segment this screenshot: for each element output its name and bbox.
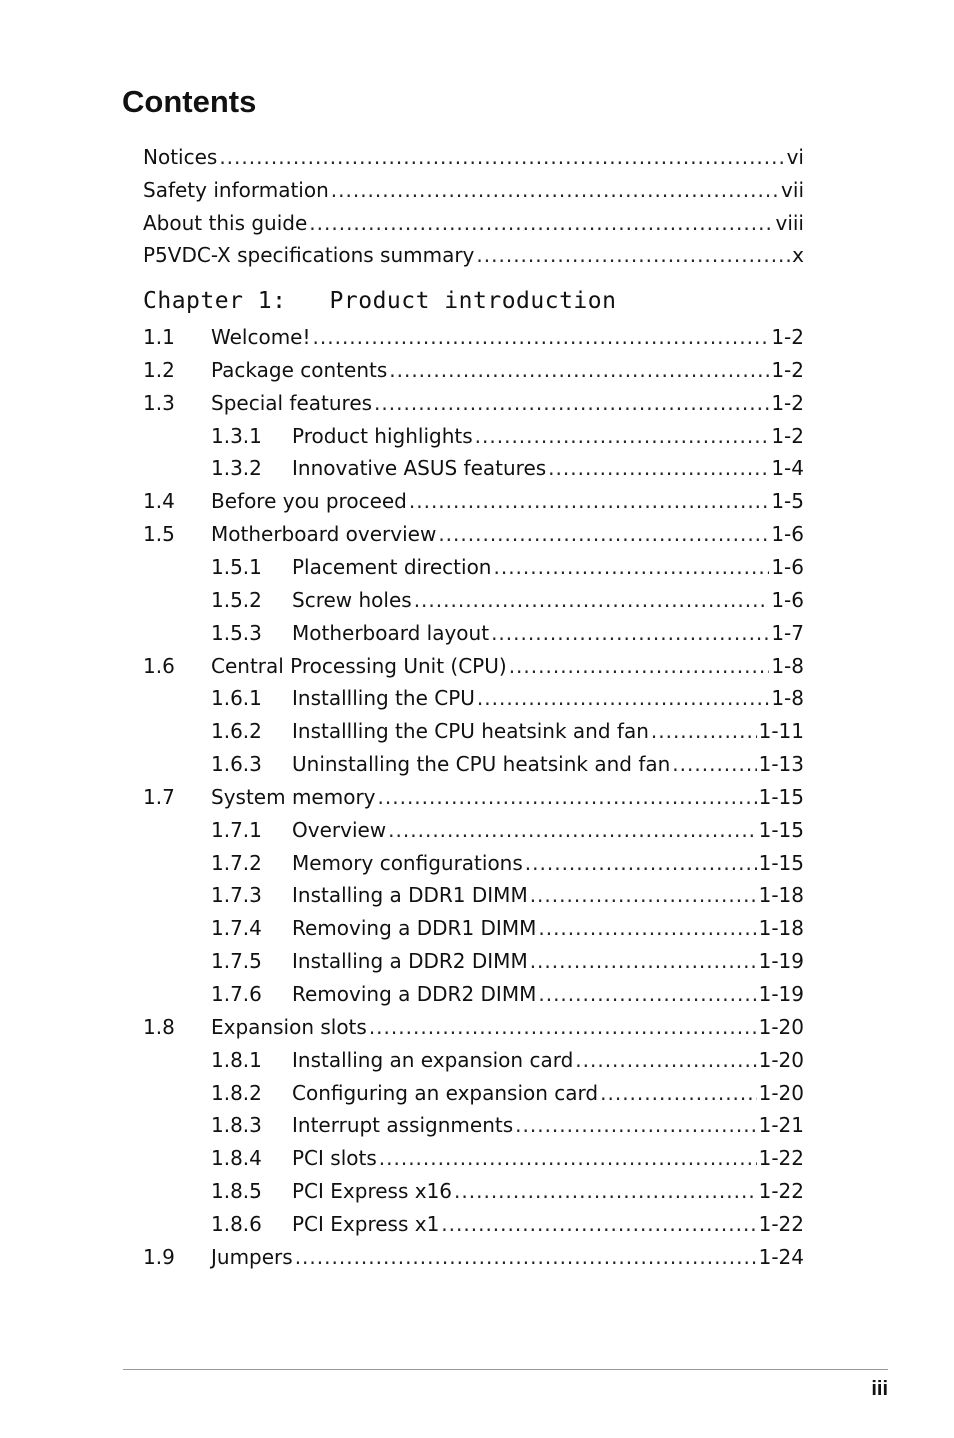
toc-leader-dots bbox=[672, 752, 756, 776]
toc-entry[interactable] bbox=[143, 809, 804, 842]
toc-leader-dots bbox=[378, 785, 757, 809]
toc-entry-title: Overview bbox=[292, 817, 387, 842]
toc-entry-title: Placement direction bbox=[292, 554, 492, 579]
toc-entry-title: P5VDC-X specifications summary bbox=[143, 243, 475, 268]
toc-entry-number: 1.7.1 bbox=[211, 817, 262, 842]
toc-leader-dots bbox=[219, 145, 784, 169]
toc-entry-title: Installling the CPU heatsink and fan bbox=[292, 719, 649, 744]
toc-leader-dots bbox=[525, 851, 757, 875]
toc-entry[interactable] bbox=[143, 874, 804, 907]
toc-entry-number: 1.6 bbox=[143, 653, 175, 678]
toc-entry[interactable] bbox=[143, 743, 804, 776]
toc-entry-page: 1-21 bbox=[758, 1113, 804, 1138]
toc-entry-page: 1-2 bbox=[771, 325, 804, 349]
toc-entry[interactable] bbox=[143, 710, 804, 743]
toc-entry-number: 1.2 bbox=[143, 357, 175, 382]
toc-entry-title: Screw holes bbox=[292, 587, 412, 612]
toc-entry-page: 1-19 bbox=[758, 982, 804, 1006]
toc-leader-dots bbox=[493, 555, 769, 579]
toc-entry-title: Jumpers bbox=[211, 1244, 293, 1269]
toc-entry-number: 1.7.2 bbox=[211, 850, 262, 875]
toc-entry-page: 1-13 bbox=[758, 752, 804, 777]
toc-entry-title: Product highlights bbox=[292, 423, 473, 448]
toc-entry-title: Package contents bbox=[211, 357, 388, 382]
toc-entry-page: 1-24 bbox=[758, 1244, 804, 1269]
toc-entry-number: 1.7.3 bbox=[211, 883, 262, 908]
toc-entry-number: 1.5 bbox=[143, 522, 175, 547]
toc-entry[interactable] bbox=[143, 579, 804, 612]
toc-leader-dots bbox=[476, 243, 790, 267]
toc-leader-dots bbox=[409, 489, 769, 513]
toc-entry[interactable] bbox=[143, 447, 804, 480]
toc-entry-page: 1-22 bbox=[758, 1179, 804, 1204]
toc-entry-number: 1.7.5 bbox=[211, 949, 262, 974]
toc-entry-page: 1-15 bbox=[758, 817, 804, 842]
toc-entry[interactable] bbox=[143, 677, 804, 710]
chapter-title: Product introduction bbox=[329, 288, 617, 314]
toc-entry-number: 1.8.5 bbox=[211, 1179, 262, 1204]
toc-entry-page: vii bbox=[781, 177, 804, 202]
toc-entry-number: 1.8.3 bbox=[211, 1113, 262, 1138]
toc-entry-title: Special features bbox=[211, 390, 373, 415]
toc-entry[interactable] bbox=[143, 480, 804, 513]
toc-entry[interactable] bbox=[143, 136, 804, 169]
page-number: iii bbox=[871, 1378, 888, 1400]
toc-leader-dots bbox=[515, 1113, 756, 1137]
toc-entry-title: PCI Express x16 bbox=[292, 1179, 453, 1204]
toc-entry-page: 1-6 bbox=[771, 522, 804, 547]
toc-entry-title: PCI slots bbox=[292, 1146, 377, 1171]
toc-leader-dots bbox=[651, 719, 757, 743]
toc-entry-page: 1-15 bbox=[758, 850, 804, 875]
toc-entry[interactable] bbox=[143, 1236, 804, 1269]
toc-entry-page: 1-4 bbox=[771, 456, 804, 481]
toc-entry-title: Configuring an expansion card bbox=[292, 1080, 599, 1105]
toc-entry[interactable] bbox=[143, 1170, 804, 1203]
toc-entry-page: 1-18 bbox=[758, 916, 804, 941]
toc-entry[interactable] bbox=[143, 907, 804, 940]
toc-entry-title: Installing a DDR2 DIMM bbox=[292, 949, 528, 974]
toc-entry-number: 1.6.3 bbox=[211, 752, 262, 777]
toc-entry-page: 1-15 bbox=[758, 784, 804, 809]
toc-entry[interactable] bbox=[143, 316, 804, 349]
toc-leader-dots bbox=[538, 982, 756, 1006]
toc-entry-number: 1.8 bbox=[143, 1014, 175, 1039]
toc-entry-number: 1.3.2 bbox=[211, 456, 262, 481]
page-title: Contents bbox=[122, 84, 257, 119]
toc-entry-title: About this guide bbox=[143, 210, 308, 235]
toc-leader-dots bbox=[600, 1081, 756, 1105]
toc-leader-dots bbox=[374, 391, 769, 415]
toc-entry-page: 1-20 bbox=[758, 1014, 804, 1039]
toc-entry-page: 1-22 bbox=[758, 1211, 804, 1236]
toc-entry-title: Notices bbox=[143, 145, 218, 169]
toc-entry-page: 1-19 bbox=[758, 949, 804, 974]
toc-leader-dots bbox=[414, 588, 770, 612]
toc-entry-number: 1.8.4 bbox=[211, 1146, 262, 1171]
toc-entry-page: vi bbox=[786, 145, 804, 169]
toc-entry-page: 1-8 bbox=[771, 653, 804, 678]
toc-entry-title: Interrupt assignments bbox=[292, 1113, 514, 1138]
toc-entry-number: 1.5.3 bbox=[211, 620, 262, 645]
toc-entry[interactable] bbox=[143, 842, 804, 875]
toc-entry[interactable] bbox=[143, 940, 804, 973]
toc-leader-dots bbox=[530, 883, 757, 907]
toc-entry[interactable] bbox=[143, 202, 804, 235]
toc-entry-page: 1-2 bbox=[771, 423, 804, 448]
toc-entry-number: 1.6.2 bbox=[211, 719, 262, 744]
toc-entry-title: System memory bbox=[211, 784, 376, 809]
chapter-label: Chapter 1: bbox=[143, 288, 287, 314]
toc-entry[interactable] bbox=[143, 612, 804, 645]
toc-leader-dots bbox=[530, 949, 757, 973]
toc-entry-title: Removing a DDR2 DIMM bbox=[292, 982, 537, 1006]
toc-entry-page: x bbox=[792, 243, 804, 268]
toc-entry-page: 1-6 bbox=[771, 587, 804, 612]
toc-entry[interactable] bbox=[143, 415, 804, 448]
toc-entry-number: 1.5.2 bbox=[211, 587, 262, 612]
toc-entry-title: Installing an expansion card bbox=[292, 1047, 574, 1072]
toc-leader-dots bbox=[548, 456, 769, 480]
toc-entry-number: 1.9 bbox=[143, 1244, 175, 1269]
toc-leader-dots bbox=[491, 621, 769, 645]
toc-entry-page: 1-6 bbox=[771, 554, 804, 579]
toc-leader-dots bbox=[388, 818, 756, 842]
toc-entry[interactable] bbox=[143, 973, 804, 1006]
toc-entry-number: 1.1 bbox=[143, 325, 175, 349]
toc-entry-page: 1-8 bbox=[771, 686, 804, 711]
toc-leader-dots bbox=[295, 1245, 757, 1269]
toc-entry[interactable] bbox=[143, 1104, 804, 1137]
toc-entry[interactable] bbox=[143, 513, 804, 546]
toc-entry-title: Motherboard layout bbox=[292, 620, 490, 645]
toc-entry-number: 1.7.4 bbox=[211, 916, 262, 941]
toc-entry[interactable] bbox=[143, 546, 804, 579]
toc-entry-title: Installling the CPU bbox=[292, 686, 475, 711]
toc-entry-number: 1.5.1 bbox=[211, 554, 262, 579]
toc-leader-dots bbox=[369, 1015, 757, 1039]
toc-entry-title: Innovative ASUS features bbox=[292, 456, 547, 481]
toc-entry-number: 1.7.6 bbox=[211, 982, 262, 1006]
toc-entry-title: Welcome! bbox=[211, 325, 311, 349]
toc-leader-dots bbox=[454, 1179, 757, 1203]
toc-entry-title: Before you proceed bbox=[211, 489, 407, 514]
toc-entry[interactable] bbox=[143, 234, 804, 267]
toc-entry-number: 1.3.1 bbox=[211, 423, 262, 448]
toc-entry-number: 1.7 bbox=[143, 784, 175, 809]
toc-entry-page: 1-2 bbox=[771, 357, 804, 382]
toc-entry-title: Safety information bbox=[143, 177, 329, 202]
toc-entry[interactable] bbox=[143, 1039, 804, 1072]
toc-entry-page: 1-5 bbox=[771, 489, 804, 514]
toc-entry-page: 1-22 bbox=[758, 1146, 804, 1171]
toc-entry[interactable] bbox=[143, 1137, 804, 1170]
toc-entry-page: 1-11 bbox=[758, 719, 804, 744]
toc-entry-title: Installing a DDR1 DIMM bbox=[292, 883, 528, 908]
toc-entry[interactable] bbox=[143, 349, 804, 382]
toc-leader-dots bbox=[313, 325, 770, 349]
toc-entry[interactable] bbox=[143, 1203, 804, 1236]
toc-entry-title: PCI Express x1 bbox=[292, 1211, 440, 1236]
chapter-heading bbox=[143, 288, 616, 314]
toc-leader-dots bbox=[538, 916, 756, 940]
toc-entry-page: 1-2 bbox=[771, 390, 804, 415]
toc-entry-number: 1.3 bbox=[143, 390, 175, 415]
toc-entry-page: 1-20 bbox=[758, 1080, 804, 1105]
toc-entry-number: 1.4 bbox=[143, 489, 175, 514]
toc-leader-dots bbox=[477, 686, 769, 710]
toc-entry-page: 1-20 bbox=[758, 1047, 804, 1072]
toc-leader-dots bbox=[379, 1146, 757, 1170]
toc-entry-page: viii bbox=[775, 210, 804, 235]
toc-entry-number: 1.6.1 bbox=[211, 686, 262, 711]
toc-entry-page: 1-18 bbox=[758, 883, 804, 908]
toc-entry-title: Memory configurations bbox=[292, 850, 523, 875]
toc-leader-dots bbox=[475, 424, 770, 448]
toc-entry[interactable] bbox=[143, 1072, 804, 1105]
footer-divider bbox=[123, 1369, 888, 1370]
toc-entry[interactable] bbox=[143, 1006, 804, 1039]
toc-entry-title: Expansion slots bbox=[211, 1014, 367, 1039]
toc-leader-dots bbox=[575, 1048, 756, 1072]
toc-entry-page: 1-7 bbox=[771, 620, 804, 645]
toc-entry-title: Motherboard overview bbox=[211, 522, 437, 547]
toc-entry-number: 1.8.6 bbox=[211, 1211, 262, 1236]
toc-leader-dots bbox=[509, 654, 770, 678]
toc-entry[interactable] bbox=[143, 382, 804, 415]
toc-entry-title: Uninstalling the CPU heatsink and fan bbox=[292, 752, 671, 777]
toc-entry[interactable] bbox=[143, 645, 804, 678]
toc-leader-dots bbox=[441, 1212, 756, 1236]
toc-leader-dots bbox=[438, 522, 769, 546]
toc-leader-dots bbox=[331, 178, 779, 202]
toc-leader-dots bbox=[309, 211, 773, 235]
toc-entry[interactable] bbox=[143, 169, 804, 202]
toc-entry-title: Removing a DDR1 DIMM bbox=[292, 916, 537, 941]
toc-entry-number: 1.8.1 bbox=[211, 1047, 262, 1072]
toc-entry[interactable] bbox=[143, 776, 804, 809]
toc-entry-title: Central Processing Unit (CPU) bbox=[211, 653, 507, 678]
toc-entry-number: 1.8.2 bbox=[211, 1080, 262, 1105]
toc-leader-dots bbox=[389, 358, 769, 382]
